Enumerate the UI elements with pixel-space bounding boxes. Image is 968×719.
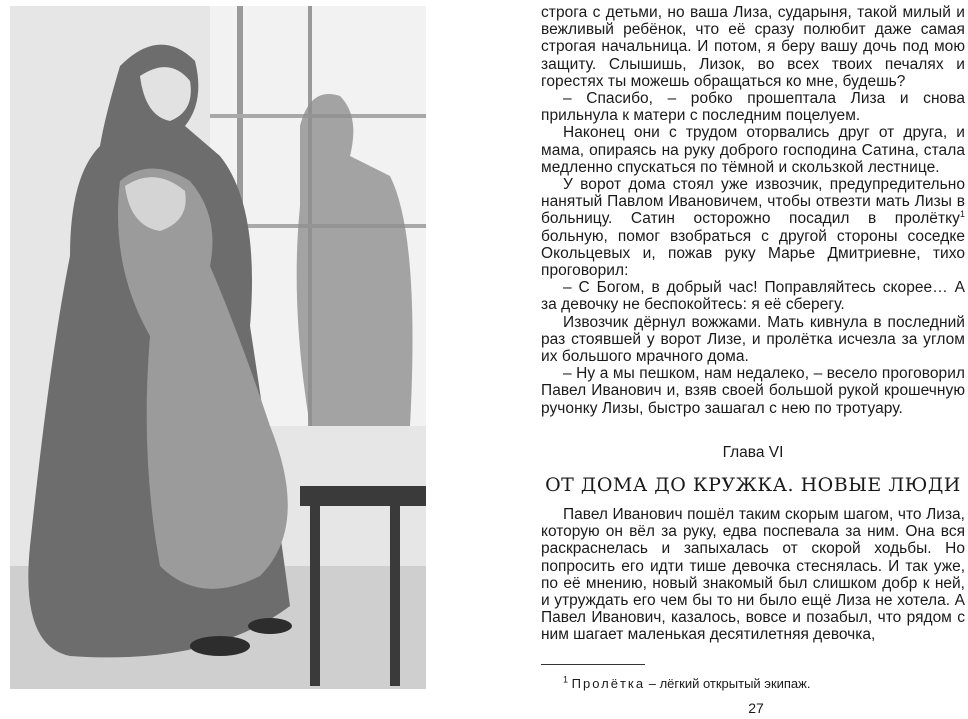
paragraph-text: больную, помог взобраться с другой стороны соседке Окольцевых и, пожав руку Марье Дмитриевне, тихо проговорил: — [541, 227, 965, 280]
chapter-number: Глава VI — [722, 444, 784, 461]
paragraph: – С Богом, в добрый час! Поправляйтесь скорее… А за девочку не беспокойтесь: я её сберегу. — [541, 279, 965, 314]
paragraph: строга с детьми, но ваша Лиза, сударыня, такой милый и вежливый ребёнок, что её сразу полюбит даже самая строгая начальница. И потом, я беру вашу дочь под мою защиту. Слышишь, Лизок, во всех твоих печалях и горестях ты можешь обращаться ко мне, будешь? — [541, 4, 965, 90]
footnote — [563, 676, 810, 691]
footnote-divider — [541, 664, 645, 665]
paragraph: Наконец они с трудом оторвались друг от друга, и мама, опираясь на руку доброго господина Сатина, стала медленно спускаться по тёмной и скользкой лестнице. — [541, 124, 965, 176]
paragraph: Извозчик дёрнул вожжами. Мать кивнула в последний раз стоявшей у ворот Лизе, и пролётка исчезла за углом их большого мрачного дома. — [541, 313, 965, 366]
paragraph-text: У ворот дома стоял уже извозчик, предупредительно нанятый Павлом Ивановичем, чтобы отвезти мать Лизы в больницу. Сатин осторожно посадил в пролётку — [541, 176, 965, 228]
chapter-text-column — [541, 506, 965, 644]
chapter-title: ОТ ДОМА ДО КРУЖКА. НОВЫЕ ЛЮДИ — [545, 474, 961, 496]
paragraph: Павел Иванович пошёл таким скорым шагом, что Лиза, которую он вёл за руку, едва поспевала за ним. Она вся раскраснелась и запыхалась от скорой ходьбы. Но попросить его идти тише девочка стеснялась. И так уже, по её мнению, новый знакомый был слишком добр к ней, и утруждать его чем бы то ни было ещё Лиза не хотела. А Павел Иванович, казалось, вовсе и позабыл, что рядом с ним шагает маленькая десятилетняя девочка, — [541, 506, 965, 644]
paragraph: – Спасибо, – робко прошептала Лиза и снова прильнула к матери с последним поцелуем. — [541, 90, 965, 125]
footnote-mark: 1 — [563, 674, 569, 685]
paragraph — [541, 176, 965, 279]
paragraph: – Ну а мы пешком, нам недалеко, – весело проговорил Павел Иванович и, взяв своей большой рукой крошечную ручонку Лизы, быстро зашагал с нею по тротуару. — [541, 365, 965, 417]
page-number: 27 — [748, 700, 764, 716]
book-illustration — [10, 6, 426, 689]
footnote-term: Пролётка — [571, 676, 646, 691]
footnote-definition: – лёгкий открытый экипаж. — [645, 676, 811, 691]
page-text-column — [541, 4, 965, 417]
illustration-mother-daughter-icon — [10, 6, 426, 689]
footnote-marker: 1 — [959, 209, 965, 220]
